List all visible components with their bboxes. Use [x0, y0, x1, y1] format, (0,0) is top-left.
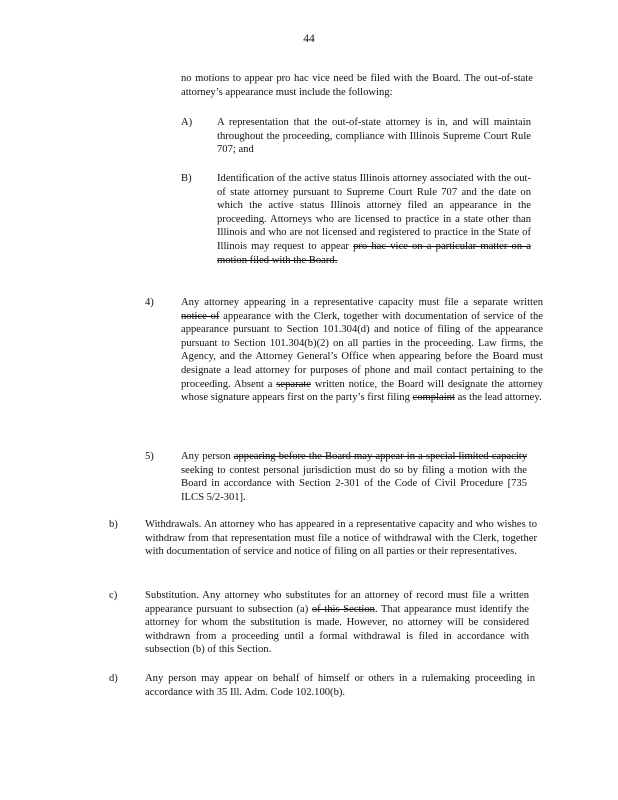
item-substitution-paragraph — [145, 589, 529, 657]
intro-text: no motions to appear pro hac vice need be filed with the Board. The out-of-state attorney’s appearance must include the following: — [181, 73, 533, 98]
item-b — [217, 172, 531, 267]
item-b-paragraph — [217, 172, 531, 267]
item-5 — [181, 450, 527, 504]
item-c-substitution-marker: c) — [109, 590, 118, 601]
item-substitution-text-2: . That appearance must identify the attorney for whom the substitution is made. However, no attorney will be considered withdrawn from a proceeding until a formal withdrawal is filed in accordance with subsection (b) of this Section. — [145, 603, 529, 656]
item-rulemaking — [145, 672, 535, 699]
item-5-paragraph — [181, 450, 527, 504]
item-4-text-2: appearance with the Clerk, together with documentation of service of the appearance pursuant to Section 101.304(d) and notice of filing of the appearance pursuant to Section 101.304(b)(2) on all parties in the proceeding. Law firms, the Agency, and the Attorney General’s Office when appearing before the Board must designate a lead attorney for purposes of phone and mail contact pertaining to the proceeding. Absent a — [181, 310, 543, 390]
item-5-text-2: seeking to contest personal jurisdiction must do so by filing a motion with the Board in accordance with Section 2-301 of the Code of Civil Procedure [735 ILCS 5/2-301]. — [181, 464, 527, 503]
item-a-text: A representation that the out-of-state attorney is in, and will maintain throughout the proceeding, compliance with Illinois Supreme Court Rule 707; and — [217, 117, 531, 156]
item-4-marker: 4) — [145, 297, 154, 308]
item-b-struck-text: pro hac vice on a particular matter on a motion filed with the Board. — [217, 240, 531, 266]
page-number: 44 — [303, 33, 315, 45]
item-b-withdrawals-marker: b) — [109, 519, 118, 530]
item-withdrawals-text: Withdrawals. An attorney who has appeared in a representative capacity and who wishes to withdraw from that representation must file a notice of withdrawal with the Clerk, together with documentation of service and notice of filing on all parties or their representatives. — [145, 519, 537, 558]
item-4-paragraph — [181, 296, 543, 405]
item-4-struck-2: separate — [276, 378, 311, 390]
item-4-struck-3: complaint — [412, 392, 455, 404]
item-4-text-4: as the lead attorney. — [457, 392, 542, 404]
item-4 — [181, 296, 543, 405]
item-a-marker: A) — [181, 117, 193, 128]
item-substitution-text-1: Substitution. Any attorney who substitutes for an attorney of record must file a written appearance pursuant to subsection (a) — [145, 590, 529, 615]
item-5-marker: 5) — [145, 451, 154, 462]
item-5-struck-1: appearing before the Board may appear in a special limited capacity — [233, 451, 528, 462]
item-substitution-struck: of this Section — [311, 603, 375, 615]
item-substitution — [145, 589, 529, 657]
item-4-struck-1: notice of — [181, 310, 220, 322]
item-a — [217, 116, 531, 157]
intro-paragraph — [181, 72, 533, 99]
item-rulemaking-text: Any person may appear on behalf of himself or others in a rulemaking proceeding in accordance with 35 Ill. Adm. Code 102.100(b). — [145, 673, 535, 698]
item-d-marker: d) — [109, 673, 118, 684]
item-4-text-1: Any attorney appearing in a representative capacity must file a separate written — [181, 297, 543, 308]
item-withdrawals — [145, 518, 537, 559]
item-b-text: Identification of the active status Illinois attorney associated with the out-of state attorney pursuant to Supreme Court Rule 707 and the date on which the active status Illinois attorney filed an appearance in the proceeding. Attorneys who are licensed to practice in a state other than Illinois and who are not licensed and registered to practice in the State of Illinois may request to appear — [217, 173, 531, 252]
item-5-text-1: Any person — [181, 451, 231, 462]
item-b-marker: B) — [181, 173, 192, 184]
item-4-text-3: written notice, the Board will designate the attorney whose signature appears first on the party’s first filing — [181, 378, 543, 404]
